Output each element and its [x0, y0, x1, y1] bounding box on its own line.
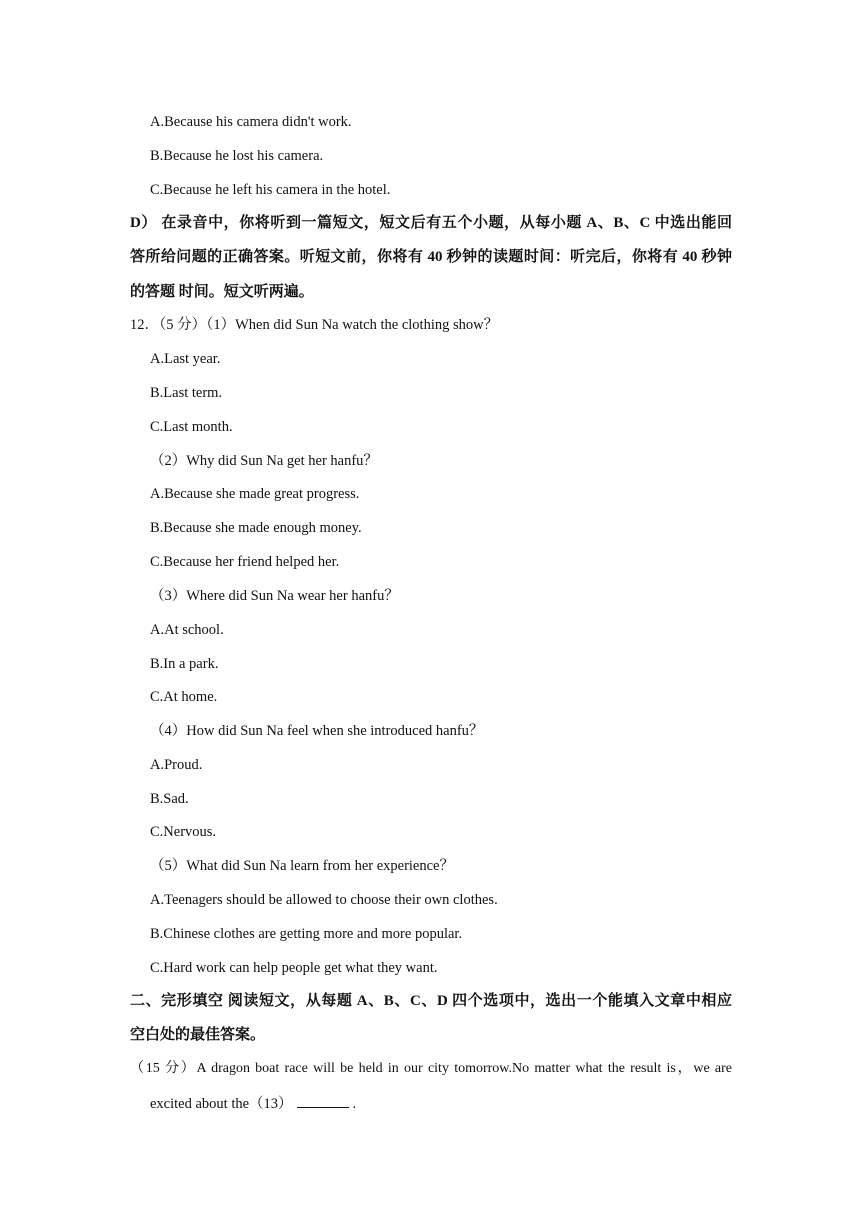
q13-passage-line2	[150, 1093, 356, 1114]
q13-passage-text: excited about the（13）	[150, 1096, 293, 1112]
q12-3-option-b: B.In a park.	[150, 656, 219, 672]
q12-5-question: （5）What did Sun Na learn from her experience？	[150, 858, 454, 874]
q12-2-option-b: B.Because she made enough money.	[150, 520, 362, 536]
q11-option-a: A.Because his camera didn't work.	[150, 114, 352, 130]
q12-4-question: （4）How did Sun Na feel when she introduced hanfu？	[150, 723, 484, 739]
q13-period: .	[352, 1096, 357, 1112]
q12-2-question: （2）Why did Sun Na get her hanfu？	[150, 453, 378, 469]
q12-3-option-c: C.At home.	[150, 689, 218, 705]
q12-3-question: （3）Where did Sun Na wear her hanfu？	[150, 588, 399, 604]
q12-4-option-a: A.Proud.	[150, 757, 203, 773]
q12-1-option-b: B.Last term.	[150, 385, 223, 401]
q12-2-option-a: A.Because she made great progress.	[150, 486, 360, 502]
section-2-heading-line2: 空白处的最佳答案。	[130, 1027, 266, 1043]
q11-option-b: B.Because he lost his camera.	[150, 148, 324, 164]
section-d-instructions-line3: 的答题 时间。短文听两遍。	[130, 284, 314, 300]
q12-4-option-c: C.Nervous.	[150, 824, 217, 840]
q11-option-c: C.Because he left his camera in the hotel.	[150, 182, 391, 198]
q12-5-option-a: A.Teenagers should be allowed to choose their own clothes.	[150, 892, 498, 908]
section-2-heading-line1: 二、完形填空 阅读短文，从每题 A、B、C、D 四个选项中，选出一个能填入文章中相应	[130, 993, 732, 1009]
q12-1-option-c: C.Last month.	[150, 419, 233, 435]
q12-3-option-a: A.At school.	[150, 622, 224, 638]
q12-2-option-c: C.Because her friend helped her.	[150, 554, 340, 570]
q12-5-option-c: C.Hard work can help people get what they want.	[150, 960, 438, 976]
section-d-instructions-line1: D） 在录音中，你将听到一篇短文，短文后有五个小题，从每小题 A、B、C 中选出能回	[130, 215, 732, 231]
q12-1-option-a: A.Last year.	[150, 351, 221, 367]
q12-4-option-b: B.Sad.	[150, 791, 189, 807]
q12-stem: 12．（5 分）（1）When did Sun Na watch the clothing show？	[130, 317, 499, 333]
q13-blank[interactable]	[297, 1093, 349, 1108]
section-d-instructions-line2: 答所给问题的正确答案。听短文前，你将有 40 秒钟的读题时间：听完后，你将有 40 秒钟	[130, 249, 732, 265]
q13-passage-line1: （15 分）A dragon boat race will be held in our city tomorrow.No matter what the result is，we are	[130, 1061, 732, 1076]
q12-5-option-b: B.Chinese clothes are getting more and more popular.	[150, 926, 463, 942]
